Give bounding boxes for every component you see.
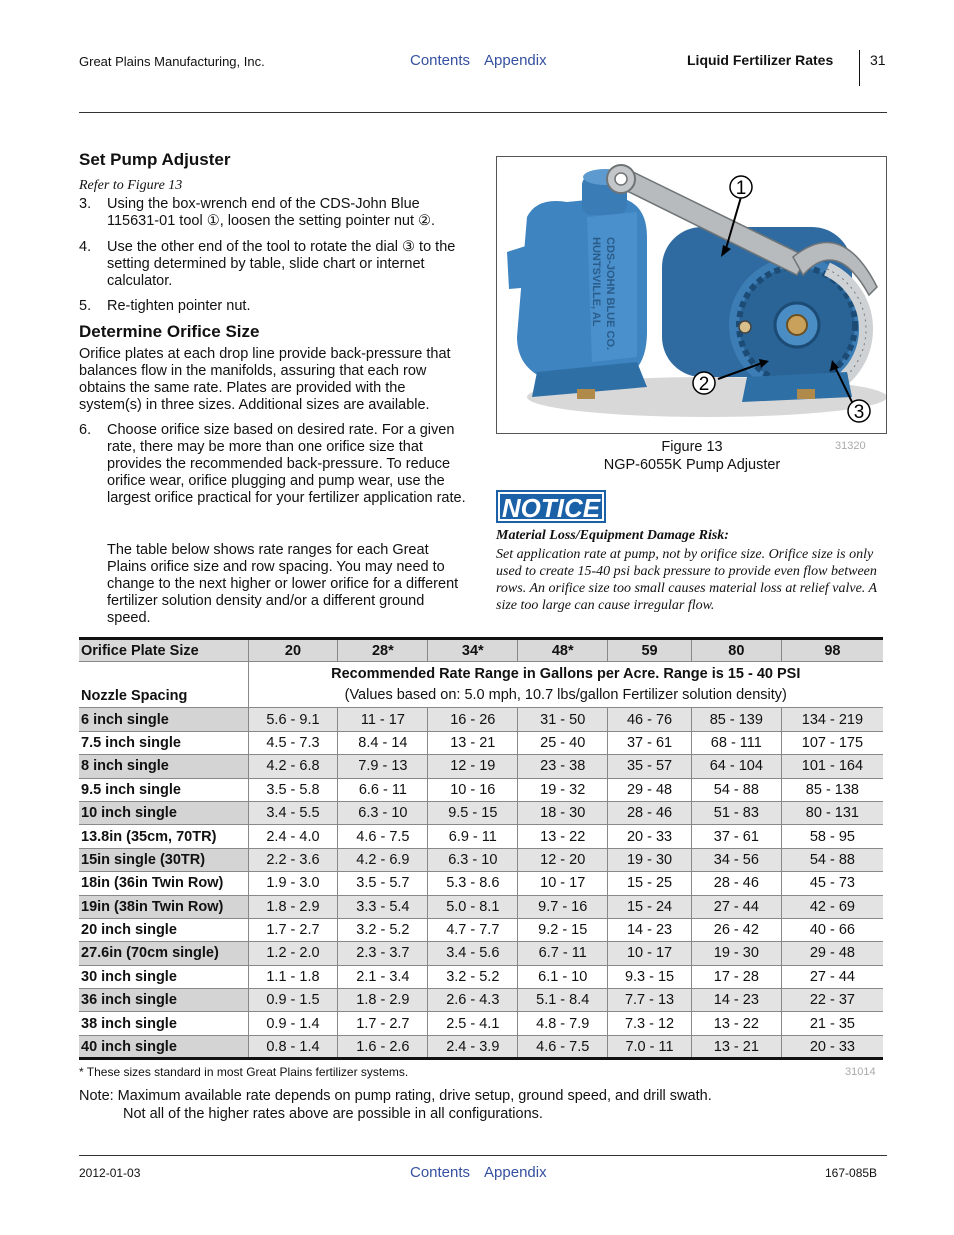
rate-cell: 6.1 - 10 <box>518 965 608 988</box>
footer-nav <box>410 1164 561 1181</box>
rate-cell: 20 - 33 <box>781 1035 883 1058</box>
rate-cell: 13 - 21 <box>428 731 518 754</box>
rate-cell: 18 - 30 <box>518 801 608 824</box>
rate-cell: 15 - 24 <box>608 895 692 918</box>
rate-cell: 19 - 30 <box>608 848 692 871</box>
rate-cell: 1.8 - 2.9 <box>338 989 428 1012</box>
figure-caption <box>560 438 824 474</box>
rate-cell: 85 - 139 <box>691 708 781 731</box>
row-spacing-label: 27.6in (70cm single) <box>79 942 248 965</box>
pump-illustration <box>497 157 887 434</box>
rate-cell: 11 - 17 <box>338 708 428 731</box>
rate-cell: 5.6 - 9.1 <box>248 708 338 731</box>
page-number: 31 <box>870 52 886 68</box>
rate-cell: 1.2 - 2.0 <box>248 942 338 965</box>
rate-cell: 3.2 - 5.2 <box>428 965 518 988</box>
rate-cell: 20 - 33 <box>608 825 692 848</box>
footer-date: 2012-01-03 <box>79 1166 141 1180</box>
rate-cell: 2.1 - 3.4 <box>338 965 428 988</box>
rate-cell: 6.9 - 11 <box>428 825 518 848</box>
rate-cell: 80 - 131 <box>781 801 883 824</box>
rate-cell: 7.7 - 13 <box>608 989 692 1012</box>
table-row <box>79 801 883 824</box>
rate-cell: 68 - 111 <box>691 731 781 754</box>
table-subheader-row <box>79 662 883 708</box>
rate-range-basis: (Values based on: 5.0 mph, 10.7 lbs/gallon Fertilizer solution density) <box>344 686 787 703</box>
rate-cell: 8.4 - 14 <box>338 731 428 754</box>
rate-cell: 9.5 - 15 <box>428 801 518 824</box>
rate-cell: 54 - 88 <box>781 848 883 871</box>
row-spacing-label: 19in (38in Twin Row) <box>79 895 248 918</box>
rate-cell: 34 - 56 <box>691 848 781 871</box>
rate-cell: 6.6 - 11 <box>338 778 428 801</box>
rate-cell: 2.4 - 3.9 <box>428 1035 518 1058</box>
table-row <box>79 1035 883 1058</box>
size-col: 28* <box>338 639 428 662</box>
table-body <box>79 708 883 1059</box>
rate-cell: 1.7 - 2.7 <box>248 918 338 941</box>
table-row <box>79 848 883 871</box>
rate-cell: 5.0 - 8.1 <box>428 895 518 918</box>
rate-cell: 64 - 104 <box>691 755 781 778</box>
rate-cell: 3.4 - 5.5 <box>248 801 338 824</box>
row-spacing-label: 38 inch single <box>79 1012 248 1035</box>
table-row <box>79 731 883 754</box>
figure-caption-number: Figure 13 <box>661 439 723 455</box>
rate-cell: 3.5 - 5.7 <box>338 872 428 895</box>
rate-cell: 85 - 138 <box>781 778 883 801</box>
step-number: 6. <box>79 422 92 438</box>
rate-cell: 2.4 - 4.0 <box>248 825 338 848</box>
table-row <box>79 872 883 895</box>
rate-cell: 2.2 - 3.6 <box>248 848 338 871</box>
rate-cell: 14 - 23 <box>691 989 781 1012</box>
rate-cell: 2.3 - 3.7 <box>338 942 428 965</box>
rate-cell: 35 - 57 <box>608 755 692 778</box>
row-spacing-label: 10 inch single <box>79 801 248 824</box>
rate-cell: 9.3 - 15 <box>608 965 692 988</box>
rate-cell: 25 - 40 <box>518 731 608 754</box>
table-header-row <box>79 639 883 662</box>
figure-reference: Refer to Figure 13 <box>79 178 183 193</box>
rate-cell: 4.6 - 7.5 <box>338 825 428 848</box>
rate-cell: 26 - 42 <box>691 918 781 941</box>
rate-cell: 0.9 - 1.4 <box>248 1012 338 1035</box>
size-col: 80 <box>691 639 781 662</box>
orifice-rate-table <box>79 637 883 1060</box>
rate-cell: 1.6 - 2.6 <box>338 1035 428 1058</box>
rate-cell: 58 - 95 <box>781 825 883 848</box>
rate-cell: 9.7 - 16 <box>518 895 608 918</box>
step-text: Re-tighten pointer nut. <box>107 298 251 314</box>
rate-cell: 3.5 - 5.8 <box>248 778 338 801</box>
rate-cell: 3.3 - 5.4 <box>338 895 428 918</box>
rate-cell: 1.7 - 2.7 <box>338 1012 428 1035</box>
row-spacing-label: 18in (36in Twin Row) <box>79 872 248 895</box>
size-col: 20 <box>248 639 338 662</box>
rate-cell: 6.3 - 10 <box>338 801 428 824</box>
rate-cell: 4.2 - 6.8 <box>248 755 338 778</box>
rate-cell: 0.9 - 1.5 <box>248 989 338 1012</box>
rate-cell: 2.5 - 4.1 <box>428 1012 518 1035</box>
row-spacing-label: 6 inch single <box>79 708 248 731</box>
step-text: Use the other end of the tool to rotate the dial ③ to the setting determined by table, slide chart or internet calculator. <box>107 239 456 289</box>
table-row <box>79 918 883 941</box>
notice-badge: NOTICE <box>496 490 606 523</box>
rate-cell: 4.6 - 7.5 <box>518 1035 608 1058</box>
rate-cell: 10 - 17 <box>608 942 692 965</box>
rate-cell: 4.7 - 7.7 <box>428 918 518 941</box>
table-number: 31014 <box>845 1066 876 1078</box>
rate-cell: 45 - 73 <box>781 872 883 895</box>
rate-cell: 7.0 - 11 <box>608 1035 692 1058</box>
rate-cell: 28 - 46 <box>691 872 781 895</box>
rate-cell: 7.9 - 13 <box>338 755 428 778</box>
casting-text-2: HUNTSVILLE, AL <box>590 237 602 327</box>
document-number: 167-085B <box>825 1166 878 1180</box>
orifice-paragraph: Orifice plates at each drop line provide back-pressure that balances flow in the manifolds, assuring that each row obtains the same rate. Plates are provided with the system(s) in three sizes. Additional sizes are available. <box>79 346 451 413</box>
callout-2: 2 <box>698 374 710 395</box>
nozzle-spacing-header: Nozzle Spacing <box>79 662 248 708</box>
row-spacing-label: 13.8in (35cm, 70TR) <box>79 825 248 848</box>
company-name: Great Plains Manufacturing, Inc. <box>79 54 265 69</box>
note-line-2: Not all of the higher rates above are possible in all configurations. <box>123 1106 543 1122</box>
rate-cell: 134 - 219 <box>781 708 883 731</box>
step-number: 5. <box>79 298 92 314</box>
appendix-link[interactable]: Appendix <box>484 1164 547 1181</box>
rate-cell: 37 - 61 <box>608 731 692 754</box>
row-spacing-label: 9.5 inch single <box>79 778 248 801</box>
size-col: 59 <box>608 639 692 662</box>
rate-cell: 12 - 20 <box>518 848 608 871</box>
contents-link[interactable]: Contents <box>410 52 471 69</box>
table-row <box>79 708 883 731</box>
rate-cell: 7.3 - 12 <box>608 1012 692 1035</box>
table-row <box>79 965 883 988</box>
table-row <box>79 755 883 778</box>
rate-cell: 42 - 69 <box>781 895 883 918</box>
rate-cell: 15 - 25 <box>608 872 692 895</box>
row-spacing-label: 20 inch single <box>79 918 248 941</box>
rate-cell: 5.1 - 8.4 <box>518 989 608 1012</box>
note-line-1: Note: Maximum available rate depends on pump rating, drive setup, ground speed, and drill swath. <box>79 1088 712 1104</box>
rate-cell: 19 - 30 <box>691 942 781 965</box>
step-number: 3. <box>79 196 92 212</box>
rate-cell: 29 - 48 <box>781 942 883 965</box>
rate-cell: 9.2 - 15 <box>518 918 608 941</box>
set-pump-heading: Set Pump Adjuster <box>79 150 231 169</box>
row-spacing-label: 15in single (30TR) <box>79 848 248 871</box>
rate-cell: 37 - 61 <box>691 825 781 848</box>
figure-number: 31320 <box>835 440 866 452</box>
rate-cell: 23 - 38 <box>518 755 608 778</box>
rate-cell: 0.8 - 1.4 <box>248 1035 338 1058</box>
rate-cell: 54 - 88 <box>691 778 781 801</box>
table-row <box>79 778 883 801</box>
table-row <box>79 825 883 848</box>
rate-cell: 4.5 - 7.3 <box>248 731 338 754</box>
table-row <box>79 895 883 918</box>
orifice-size-header: Orifice Plate Size <box>79 639 248 662</box>
size-col: 34* <box>428 639 518 662</box>
casting-text-1: CDS-JOHN BLUE CO. <box>604 237 616 351</box>
rate-cell: 46 - 76 <box>608 708 692 731</box>
rate-cell: 13 - 22 <box>691 1012 781 1035</box>
rate-cell: 2.6 - 4.3 <box>428 989 518 1012</box>
header-rule <box>79 112 887 113</box>
rate-cell: 16 - 26 <box>428 708 518 731</box>
rate-cell: 21 - 35 <box>781 1012 883 1035</box>
rate-cell: 101 - 164 <box>781 755 883 778</box>
size-col: 98 <box>781 639 883 662</box>
callout-1: 1 <box>735 178 747 199</box>
step-text: Using the box-wrench end of the CDS-John Blue 115631-01 tool ①, loosen the setting pointer nut ②. <box>107 196 436 229</box>
section-title: Liquid Fertilizer Rates <box>687 52 834 68</box>
rate-cell: 29 - 48 <box>608 778 692 801</box>
rate-cell: 10 - 17 <box>518 872 608 895</box>
orifice-heading: Determine Orifice Size <box>79 322 260 341</box>
rate-cell: 14 - 23 <box>608 918 692 941</box>
rate-cell: 28 - 46 <box>608 801 692 824</box>
rate-cell: 13 - 21 <box>691 1035 781 1058</box>
row-spacing-label: 40 inch single <box>79 1035 248 1058</box>
rate-cell: 5.3 - 8.6 <box>428 872 518 895</box>
callout-3: 3 <box>853 402 865 423</box>
rate-cell: 40 - 66 <box>781 918 883 941</box>
rate-cell: 51 - 83 <box>691 801 781 824</box>
pump-adjuster-figure <box>496 156 887 434</box>
rate-range-header <box>248 662 883 708</box>
rate-cell: 1.8 - 2.9 <box>248 895 338 918</box>
rate-cell: 10 - 16 <box>428 778 518 801</box>
row-spacing-label: 8 inch single <box>79 755 248 778</box>
rate-cell: 13 - 22 <box>518 825 608 848</box>
rate-cell: 12 - 19 <box>428 755 518 778</box>
note <box>79 1087 712 1123</box>
row-spacing-label: 30 inch single <box>79 965 248 988</box>
rate-cell: 6.7 - 11 <box>518 942 608 965</box>
row-spacing-label: 36 inch single <box>79 989 248 1012</box>
rate-cell: 107 - 175 <box>781 731 883 754</box>
rate-cell: 17 - 28 <box>691 965 781 988</box>
table-footnote: * These sizes standard in most Great Plains fertilizer systems. <box>79 1065 409 1079</box>
rate-range-title: Recommended Rate Range in Gallons per Acre. Range is 15 - 40 PSI <box>331 665 801 682</box>
table-row <box>79 989 883 1012</box>
rate-cell: 27 - 44 <box>691 895 781 918</box>
rate-cell: 4.2 - 6.9 <box>338 848 428 871</box>
rate-cell: 3.4 - 5.6 <box>428 942 518 965</box>
step-text: The table below shows rate ranges for each Great Plains orifice size and row spacing. You may need to change to the next higher or lower orifice for a different fertilizer solution density and/or a different ground speed. <box>107 542 459 626</box>
table-row <box>79 942 883 965</box>
rate-cell: 3.2 - 5.2 <box>338 918 428 941</box>
rate-cell: 4.8 - 7.9 <box>518 1012 608 1035</box>
rate-cell: 27 - 44 <box>781 965 883 988</box>
rate-cell: 19 - 32 <box>518 778 608 801</box>
contents-link[interactable]: Contents <box>410 1164 471 1181</box>
rate-cell: 22 - 37 <box>781 989 883 1012</box>
row-spacing-label: 7.5 inch single <box>79 731 248 754</box>
step-number: 4. <box>79 239 92 255</box>
notice-body: Set application rate at pump, not by orifice size. Orifice size is only used to create 15-40 psi back pressure to provide even flow between rows. An orifice size too small causes material loss at relief valve. A size too large can cause irregular flow. <box>496 547 877 613</box>
table-row <box>79 1012 883 1035</box>
rate-cell: 31 - 50 <box>518 708 608 731</box>
rate-cell: 1.9 - 3.0 <box>248 872 338 895</box>
notice-title: Material Loss/Equipment Damage Risk: <box>496 528 729 543</box>
size-col: 48* <box>518 639 608 662</box>
header-divider <box>859 50 860 86</box>
figure-caption-title: NGP-6055K Pump Adjuster <box>603 457 781 473</box>
footer-rule <box>79 1155 887 1156</box>
rate-cell: 6.3 - 10 <box>428 848 518 871</box>
step-text: Choose orifice size based on desired rate. For a given rate, there may be more than one orifice size that provides the recommended back-pressure. To reduce orifice wear, orifice plugging and pump wear, use the largest orifice practical for your fertilizer application rate. <box>107 422 466 506</box>
header-nav <box>410 52 561 69</box>
appendix-link[interactable]: Appendix <box>484 52 547 69</box>
rate-cell: 1.1 - 1.8 <box>248 965 338 988</box>
